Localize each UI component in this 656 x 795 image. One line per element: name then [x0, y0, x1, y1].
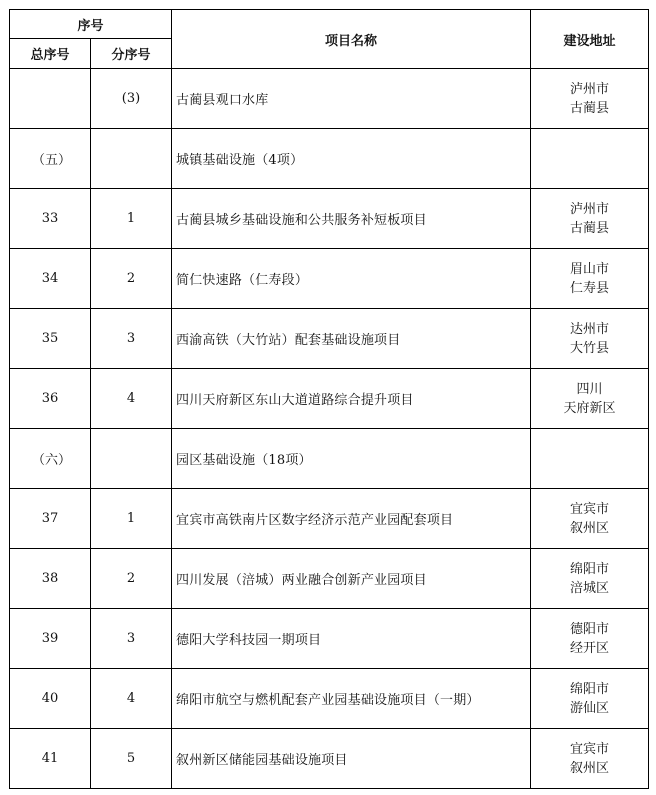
project-name-cell: 西渝高铁（大竹站）配套基础设施项目: [172, 309, 531, 369]
project-name-cell: 古蔺县观口水库: [172, 69, 531, 129]
location-cell: [531, 129, 649, 189]
location-cell: [531, 429, 649, 489]
sub-seq-cell: 4: [91, 669, 172, 729]
total-seq-cell: （五）: [10, 129, 91, 189]
project-name-cell: 简仁快速路（仁寿段）: [172, 249, 531, 309]
table-row: [10, 429, 649, 489]
table-row: [10, 189, 649, 249]
sub-seq-cell: 2: [91, 249, 172, 309]
table-row: [10, 369, 649, 429]
total-seq-cell: 36: [10, 369, 91, 429]
sub-seq-cell: 1: [91, 189, 172, 249]
sub-seq-cell: 3: [91, 609, 172, 669]
location-cell: [531, 489, 649, 549]
location-city: 绵阳市: [570, 561, 610, 577]
location-cell: [531, 189, 649, 249]
location-district: 游仙区: [570, 700, 610, 716]
location-district: 涪城区: [570, 580, 610, 596]
location-district: 天府新区: [563, 400, 616, 416]
project-name-cell: 德阳大学科技园一期项目: [172, 609, 531, 669]
header-seq-group: 序号: [10, 10, 172, 39]
project-name-cell: 四川天府新区东山大道道路综合提升项目: [172, 369, 531, 429]
project-name-cell: 叙州新区储能园基础设施项目: [172, 729, 531, 789]
location-city: 泸州市: [570, 201, 610, 217]
sub-seq-cell: 3: [91, 309, 172, 369]
header-sub-seq: 分序号: [91, 39, 172, 69]
location-district: 古蔺县: [570, 100, 610, 116]
total-seq-cell: （六）: [10, 429, 91, 489]
location-city: 德阳市: [570, 621, 610, 637]
location-city: 宜宾市: [570, 501, 610, 517]
location-cell: [531, 549, 649, 609]
location-city: 四川: [576, 381, 603, 397]
table-row: [10, 69, 649, 129]
location-district: 古蔺县: [570, 220, 610, 236]
total-seq-cell: 38: [10, 549, 91, 609]
table-row: [10, 129, 649, 189]
total-seq-cell: 34: [10, 249, 91, 309]
table-row: [10, 609, 649, 669]
location-cell: [531, 69, 649, 129]
location-cell: [531, 309, 649, 369]
table-row: [10, 669, 649, 729]
total-seq-cell: 37: [10, 489, 91, 549]
project-name-cell: 园区基础设施（18项）: [172, 429, 531, 489]
table-row: [10, 249, 649, 309]
location-city: 达州市: [570, 321, 610, 337]
location-district: 叙州区: [570, 760, 610, 776]
total-seq-cell: 39: [10, 609, 91, 669]
location-district: 仁寿县: [570, 280, 610, 296]
project-name-cell: 绵阳市航空与燃机配套产业园基础设施项目（一期）: [172, 669, 531, 729]
location-cell: [531, 609, 649, 669]
location-cell: [531, 249, 649, 309]
sub-seq-cell: 4: [91, 369, 172, 429]
total-seq-cell: [10, 69, 91, 129]
location-city: 泸州市: [570, 81, 610, 97]
project-name-cell: 宜宾市高铁南片区数字经济示范产业园配套项目: [172, 489, 531, 549]
sub-seq-cell: [91, 429, 172, 489]
location-city: 眉山市: [570, 261, 610, 277]
project-name-cell: 四川发展（涪城）两业融合创新产业园项目: [172, 549, 531, 609]
header-total-seq: 总序号: [10, 39, 91, 69]
project-table: [9, 9, 649, 789]
total-seq-cell: 33: [10, 189, 91, 249]
table-row: [10, 549, 649, 609]
total-seq-cell: 40: [10, 669, 91, 729]
header-project-name: 项目名称: [172, 10, 531, 69]
location-district: 叙州区: [570, 520, 610, 536]
location-district: 大竹县: [570, 340, 610, 356]
table-row: [10, 309, 649, 369]
header-location: 建设地址: [531, 10, 649, 69]
total-seq-cell: 35: [10, 309, 91, 369]
location-city: 绵阳市: [570, 681, 610, 697]
location-district: 经开区: [570, 640, 610, 656]
location-cell: [531, 669, 649, 729]
sub-seq-cell: 1: [91, 489, 172, 549]
total-seq-cell: 41: [10, 729, 91, 789]
sub-seq-cell: 2: [91, 549, 172, 609]
table-row: [10, 489, 649, 549]
location-cell: [531, 729, 649, 789]
sub-seq-cell: [91, 129, 172, 189]
sub-seq-cell: 5: [91, 729, 172, 789]
table-row: [10, 729, 649, 789]
location-city: 宜宾市: [570, 741, 610, 757]
location-cell: [531, 369, 649, 429]
sub-seq-cell: (3): [91, 69, 172, 129]
project-name-cell: 城镇基础设施（4项）: [172, 129, 531, 189]
project-name-cell: 古蔺县城乡基础设施和公共服务补短板项目: [172, 189, 531, 249]
